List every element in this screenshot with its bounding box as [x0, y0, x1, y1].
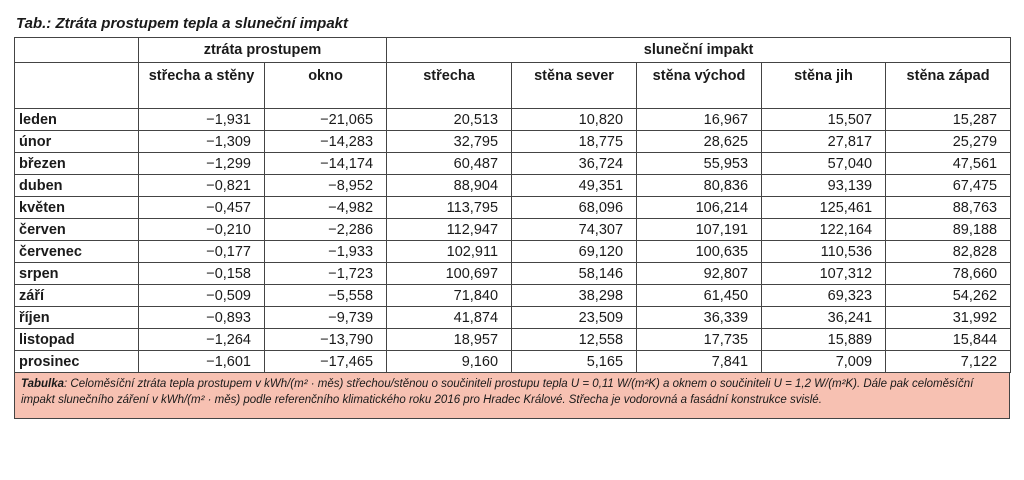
group-header-loss: ztráta prostupem [139, 38, 387, 63]
value-cell: −8,952 [265, 175, 387, 197]
value-cell: 27,817 [762, 131, 886, 153]
value-cell: −5,558 [265, 285, 387, 307]
column-header: střecha [387, 63, 512, 109]
month-cell: srpen [15, 263, 139, 285]
column-header: stěna jih [762, 63, 886, 109]
column-header: stěna východ [637, 63, 762, 109]
value-cell: 17,735 [637, 329, 762, 351]
column-header: okno [265, 63, 387, 109]
month-cell: květen [15, 197, 139, 219]
value-cell: 15,889 [762, 329, 886, 351]
value-cell: 122,164 [762, 219, 886, 241]
value-cell: −1,931 [139, 109, 265, 131]
value-cell: 7,841 [637, 351, 762, 373]
value-cell: −21,065 [265, 109, 387, 131]
value-cell: 60,487 [387, 153, 512, 175]
value-cell: −1,723 [265, 263, 387, 285]
table-row [15, 263, 1011, 285]
value-cell: 61,450 [637, 285, 762, 307]
value-cell: 49,351 [512, 175, 637, 197]
value-cell: −14,283 [265, 131, 387, 153]
table-row [15, 175, 1011, 197]
table-body [15, 109, 1011, 373]
value-cell: −0,210 [139, 219, 265, 241]
value-cell: 89,188 [886, 219, 1011, 241]
month-cell: září [15, 285, 139, 307]
month-cell: leden [15, 109, 139, 131]
table-row [15, 285, 1011, 307]
value-cell: 106,214 [637, 197, 762, 219]
value-cell: 23,509 [512, 307, 637, 329]
value-cell: 47,561 [886, 153, 1011, 175]
value-cell: 5,165 [512, 351, 637, 373]
value-cell: −17,465 [265, 351, 387, 373]
value-cell: 25,279 [886, 131, 1011, 153]
value-cell: −0,177 [139, 241, 265, 263]
data-table [14, 37, 1011, 373]
table-row [15, 351, 1011, 373]
value-cell: 38,298 [512, 285, 637, 307]
value-cell: 58,146 [512, 263, 637, 285]
table-title: Tab.: Ztráta prostupem tepla a sluneční impakt [16, 15, 349, 32]
value-cell: 69,120 [512, 241, 637, 263]
corner-cell [15, 63, 139, 109]
value-cell: 36,241 [762, 307, 886, 329]
value-cell: −0,158 [139, 263, 265, 285]
value-cell: 54,262 [886, 285, 1011, 307]
table-caption [14, 373, 1010, 419]
corner-cell [15, 38, 139, 63]
value-cell: 71,840 [387, 285, 512, 307]
value-cell: 68,096 [512, 197, 637, 219]
value-cell: 41,874 [387, 307, 512, 329]
value-cell: −13,790 [265, 329, 387, 351]
value-cell: 57,040 [762, 153, 886, 175]
table-row [15, 131, 1011, 153]
value-cell: 112,947 [387, 219, 512, 241]
value-cell: 78,660 [886, 263, 1011, 285]
caption-label: Tabulka [21, 378, 65, 390]
value-cell: 15,287 [886, 109, 1011, 131]
value-cell: −0,821 [139, 175, 265, 197]
value-cell: 15,507 [762, 109, 886, 131]
value-cell: 67,475 [886, 175, 1011, 197]
value-cell: −1,601 [139, 351, 265, 373]
value-cell: 107,312 [762, 263, 886, 285]
value-cell: −1,933 [265, 241, 387, 263]
value-cell: 28,625 [637, 131, 762, 153]
value-cell: −14,174 [265, 153, 387, 175]
month-cell: říjen [15, 307, 139, 329]
value-cell: −1,264 [139, 329, 265, 351]
value-cell: 7,009 [762, 351, 886, 373]
month-cell: únor [15, 131, 139, 153]
value-cell: 125,461 [762, 197, 886, 219]
month-cell: červen [15, 219, 139, 241]
value-cell: 9,160 [387, 351, 512, 373]
table-row [15, 219, 1011, 241]
value-cell: 110,536 [762, 241, 886, 263]
table-row [15, 197, 1011, 219]
value-cell: 7,122 [886, 351, 1011, 373]
value-cell: 15,844 [886, 329, 1011, 351]
table-row [15, 307, 1011, 329]
value-cell: −9,739 [265, 307, 387, 329]
value-cell: −1,299 [139, 153, 265, 175]
value-cell: 107,191 [637, 219, 762, 241]
group-header-solar: sluneční impakt [387, 38, 1011, 63]
value-cell: 36,339 [637, 307, 762, 329]
value-cell: 20,513 [387, 109, 512, 131]
value-cell: −1,309 [139, 131, 265, 153]
value-cell: 31,992 [886, 307, 1011, 329]
caption-text: : Celoměsíční ztráta tepla prostupem v kWh/(m² · měs) střechou/stěnou o součiniteli prostupu tepla U = 0,11 W/(m²K) a oknem o součiniteli U = 1,2 W/(m²K). Dále pak celoměsíční impakt slunečního záření v kWh/(m² · měs) podle referenčního klimatického roku 2016 pro Hradec Králové. Střecha je vodorovná a fasádní konstrukce svislé. [21, 378, 974, 406]
value-cell: 113,795 [387, 197, 512, 219]
month-cell: červenec [15, 241, 139, 263]
value-cell: 55,953 [637, 153, 762, 175]
value-cell: −4,982 [265, 197, 387, 219]
value-cell: 18,775 [512, 131, 637, 153]
value-cell: 93,139 [762, 175, 886, 197]
value-cell: −0,509 [139, 285, 265, 307]
table-figure [14, 14, 1010, 419]
value-cell: 32,795 [387, 131, 512, 153]
month-cell: březen [15, 153, 139, 175]
value-cell: 100,697 [387, 263, 512, 285]
column-header: stěna západ [886, 63, 1011, 109]
value-cell: 36,724 [512, 153, 637, 175]
month-cell: listopad [15, 329, 139, 351]
value-cell: 88,763 [886, 197, 1011, 219]
column-header: střecha a stěny [139, 63, 265, 109]
value-cell: 80,836 [637, 175, 762, 197]
value-cell: −0,457 [139, 197, 265, 219]
value-cell: 18,957 [387, 329, 512, 351]
value-cell: 100,635 [637, 241, 762, 263]
table-row [15, 241, 1011, 263]
value-cell: 16,967 [637, 109, 762, 131]
value-cell: −2,286 [265, 219, 387, 241]
table-row [15, 153, 1011, 175]
value-cell: 82,828 [886, 241, 1011, 263]
value-cell: 92,807 [637, 263, 762, 285]
value-cell: 88,904 [387, 175, 512, 197]
table-row [15, 329, 1011, 351]
month-cell: duben [15, 175, 139, 197]
value-cell: 102,911 [387, 241, 512, 263]
month-cell: prosinec [15, 351, 139, 373]
table-row [15, 109, 1011, 131]
value-cell: 69,323 [762, 285, 886, 307]
value-cell: 74,307 [512, 219, 637, 241]
value-cell: −0,893 [139, 307, 265, 329]
column-header: stěna sever [512, 63, 637, 109]
value-cell: 12,558 [512, 329, 637, 351]
value-cell: 10,820 [512, 109, 637, 131]
